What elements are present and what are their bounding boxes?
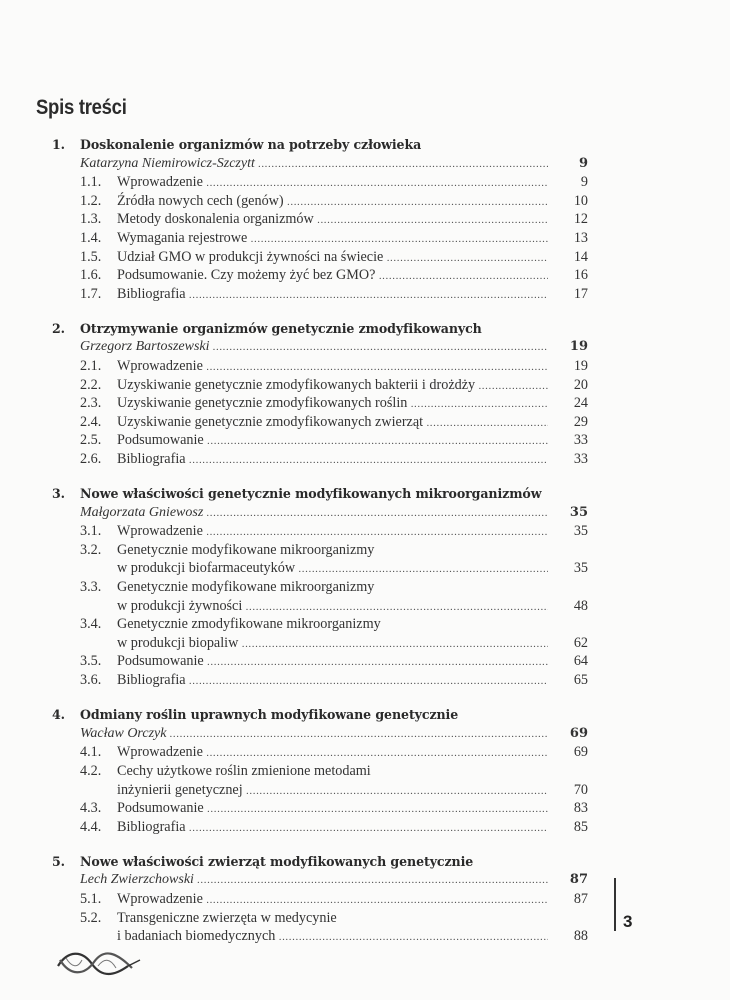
section-page-number: 83 [573,800,588,817]
section-page-number: 9 [580,174,588,191]
section-page-number: 17 [573,285,588,302]
section-number: 3.2. [80,541,102,558]
toc-section-entry[interactable] [52,818,588,837]
author-text: Grzegorz Bartoszewski [80,339,210,355]
section-page-number: 20 [573,376,588,393]
section-title-text: Bibliografia [117,285,186,302]
toc-section-entry[interactable] [52,376,588,395]
section-number: 1.7. [80,285,102,302]
section-title-line-1: Genetycznie modyfikowane mikroorganizmy [117,541,375,558]
section-page-number: 33 [573,451,588,467]
section-page-number: 13 [573,229,588,246]
toc-section-entry[interactable] [52,431,588,450]
chapter-heading[interactable] [52,706,588,725]
section-title-line-1: Genetycznie modyfikowane mikroorganizmy [117,579,375,596]
toc-section-entry[interactable] [52,615,588,652]
section-page-number: 35 [573,560,588,577]
author-name [80,338,548,357]
chapter-number: 4. [52,707,65,723]
section-number: 2.6. [80,451,102,467]
section-title [117,210,548,230]
section-number: 2.3. [80,395,102,412]
toc-section-entry[interactable] [52,578,588,615]
section-page-number: 33 [573,432,588,449]
section-title [117,357,548,377]
section-page-number: 14 [573,248,588,265]
toc-section-entry[interactable] [52,357,588,376]
section-page-number: 29 [573,413,588,430]
section-title [117,266,548,286]
chapter-heading[interactable] [52,485,588,504]
chapter-page-number: 87 [569,872,588,888]
author-name [80,504,548,523]
section-title [117,394,548,414]
chapter-title: Nowe właściwości genetycznie modyfikowanych mikroorganizmów [80,486,542,502]
author-text: Lech Zwierzchowski [80,872,194,888]
section-title [117,413,548,433]
section-number: 2.4. [80,413,102,430]
section-title [117,173,548,193]
author-name [80,871,548,890]
author-name [80,155,548,174]
chapter-heading[interactable] [52,853,588,872]
chapter-page-number: 35 [569,504,588,520]
chapter-title: Odmiany roślin uprawnych modyfikowane genetycznie [80,707,459,723]
section-title-line-2 [117,597,548,616]
section-title [117,522,548,542]
section-number: 1.1. [80,174,102,191]
chapter-author-row[interactable] [52,504,588,523]
section-title-text: Udział GMO w produkcji żywności na świecie [117,248,384,265]
section-number: 1.3. [80,211,102,228]
section-page-number: 87 [573,890,588,907]
chapter-number: 1. [52,137,65,152]
toc-section-entry[interactable] [52,909,588,946]
chapter-page-number: 9 [578,155,588,171]
toc-section-entry[interactable] [52,210,588,229]
toc-section-entry[interactable] [52,652,588,671]
toc-section-entry[interactable] [52,762,588,799]
section-title-text: Wprowadzenie [117,358,203,375]
section-page-number: 12 [573,211,588,228]
chapter-author-row[interactable] [52,155,588,174]
page-title: Spis treści [36,96,127,119]
chapter-author-row[interactable] [52,871,588,890]
section-number: 2.1. [80,358,102,375]
toc-section-entry[interactable] [52,541,588,578]
toc-section-entry[interactable] [52,413,588,432]
section-title-text: w produkcji biofarmaceutyków [117,560,296,577]
toc-chapter [52,320,588,469]
chapter-number: 5. [52,853,65,869]
toc-section-entry[interactable] [52,671,588,690]
toc-section-entry[interactable] [52,229,588,248]
section-number: 1.4. [80,229,102,246]
section-title-text: Bibliografia [117,451,186,467]
section-number: 3.5. [80,653,102,670]
section-title [117,376,548,396]
page-number: 3 [623,912,633,931]
toc-section-entry[interactable] [52,799,588,818]
section-number: 4.2. [80,762,102,779]
toc-section-entry[interactable] [52,192,588,211]
section-page-number: 62 [573,634,588,651]
section-title-line-2 [117,927,548,946]
section-page-number: 16 [573,267,588,284]
toc-section-entry[interactable] [52,285,588,304]
section-title-text: Uzyskiwanie genetycznie zmodyfikowanych bakterii i drożdży [117,376,476,393]
section-title [117,431,548,451]
section-number: 5.1. [80,890,102,907]
section-title-text: Bibliografia [117,818,186,835]
section-number: 1.6. [80,267,102,284]
section-title-text: Wprowadzenie [117,744,203,761]
section-title [117,818,548,838]
section-title [117,229,548,249]
chapter-page-number: 19 [569,339,588,355]
section-number: 3.1. [80,523,102,540]
chapter-author-row[interactable] [52,725,588,744]
section-page-number: 64 [573,653,588,670]
section-page-number: 10 [573,192,588,209]
toc-section-entry[interactable] [52,890,588,909]
chapter-title: Nowe właściwości zwierząt modyfikowanych genetycznie [80,853,474,869]
chapter-title: Otrzymywanie organizmów genetycznie zmodyfikowanych [80,320,482,336]
section-title-text: Podsumowanie [117,432,204,449]
chapter-title: Doskonalenie organizmów na potrzeby człowieka [80,137,422,152]
section-title-text: Metody doskonalenia organizmów [117,211,314,228]
section-page-number: 85 [573,818,588,835]
section-title [117,192,548,212]
section-page-number: 19 [573,358,588,375]
section-title [117,285,548,305]
section-title [117,450,548,470]
section-title-text: inżynierii genetycznej [117,781,243,798]
section-title-text: Wymagania rejestrowe [117,229,248,246]
toc-section-entry[interactable] [52,173,588,192]
section-number: 3.6. [80,672,102,689]
author-text: Małgorzata Gniewosz [80,504,204,520]
toc-chapter [52,853,588,946]
chapter-page-number: 69 [569,725,588,741]
section-title-line-1: Genetycznie zmodyfikowane mikroorganizmy [117,616,381,633]
chapter-heading[interactable] [52,136,588,155]
chapter-heading[interactable] [52,320,588,339]
section-page-number: 88 [573,928,588,945]
section-number: 3.3. [80,579,102,596]
section-title-text: Podsumowanie [117,653,204,670]
section-title-text: w produkcji żywności [117,597,243,614]
toc-chapter [52,706,588,836]
section-title-text: Wprowadzenie [117,174,203,191]
toc-section-entry[interactable] [52,743,588,762]
section-number: 4.4. [80,818,102,835]
section-title-text: Podsumowanie [117,800,204,817]
toc-section-entry[interactable] [52,522,588,541]
section-title-text: Uzyskiwanie genetycznie zmodyfikowanych zwierząt [117,413,424,430]
section-title [117,743,548,763]
toc-chapter [52,485,588,690]
section-title-text: Bibliografia [117,672,186,689]
chapter-number: 3. [52,486,65,502]
section-number: 1.2. [80,192,102,209]
section-title-line-1: Cechy użytkowe roślin zmienione metodami [117,762,371,779]
section-title-line-2 [117,559,548,578]
toc-section-entry[interactable] [52,266,588,285]
section-title [117,652,548,672]
section-number: 1.5. [80,248,102,265]
section-title [117,890,548,910]
section-page-number: 70 [573,781,588,798]
section-title-text: w produkcji biopaliw [117,634,239,651]
section-page-number: 24 [573,395,588,412]
section-number: 5.2. [80,909,102,926]
author-text: Wacław Orczyk [80,725,167,741]
toc-chapter [52,136,588,303]
section-title-text: i badaniach biomedycznych [117,928,276,945]
dna-helix-icon [52,946,144,980]
section-page-number: 48 [573,597,588,614]
section-title [117,248,548,268]
section-page-number: 65 [573,672,588,689]
section-title-line-2 [117,634,548,653]
section-page-number: 35 [573,523,588,540]
section-title [117,799,548,819]
chapter-author-row[interactable] [52,338,588,357]
section-number: 4.3. [80,800,102,817]
section-title-line-1: Transgeniczne zwierzęta w medycynie [117,909,337,926]
toc-section-entry[interactable] [52,450,588,469]
author-name [80,725,548,744]
chapter-number: 2. [52,320,65,336]
section-title-text: Źródła nowych cech (genów) [117,192,284,209]
section-title-line-2 [117,781,548,800]
section-number: 2.5. [80,432,102,449]
margin-rule [614,878,616,931]
table-of-contents [52,136,588,962]
section-page-number: 69 [573,744,588,761]
section-number: 4.1. [80,744,102,761]
section-title-text: Podsumowanie. Czy możemy żyć bez GMO? [117,267,376,284]
author-text: Katarzyna Niemirowicz-Szczytt [80,155,255,171]
toc-section-entry[interactable] [52,248,588,267]
toc-section-entry[interactable] [52,394,588,413]
section-title [117,671,548,691]
section-title-text: Wprowadzenie [117,890,203,907]
section-title-text: Wprowadzenie [117,523,203,540]
section-number: 2.2. [80,376,102,393]
section-number: 3.4. [80,616,102,633]
section-title-text: Uzyskiwanie genetycznie zmodyfikowanych roślin [117,395,408,412]
